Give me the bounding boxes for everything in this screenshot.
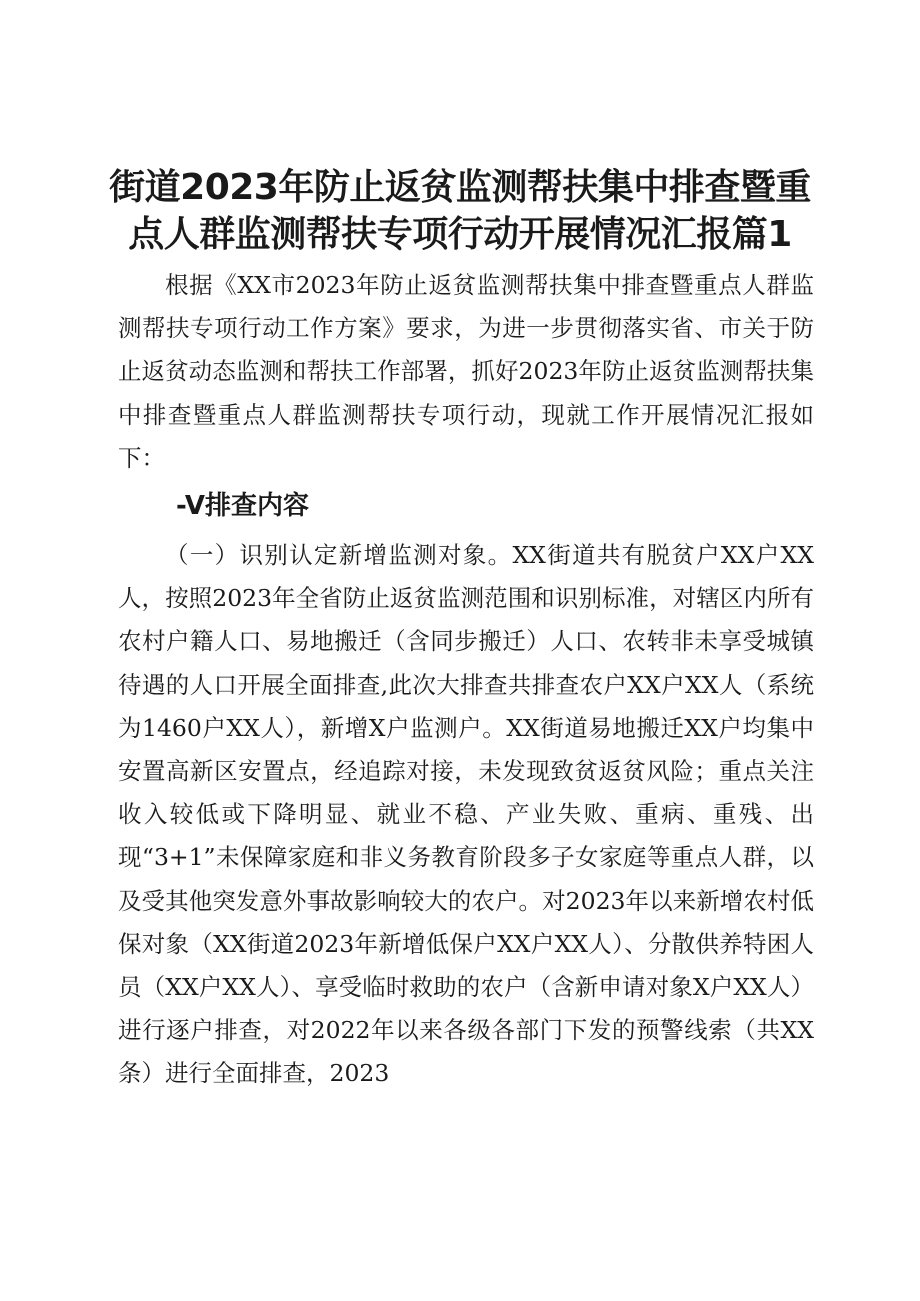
section-heading: -V排查内容 <box>176 491 310 521</box>
intro-paragraph: 根据《XX市2023年防止返贫监测帮扶集中排查暨重点人群监测帮扶专项行动工作方案》要求，为进一步贯彻落实省、市关于防止返贫动态监测和帮扶工作部署，抓好2023年防止返贫监测帮扶集中排查暨重点人群监测帮扶专项行动，现就工作开展情况汇报如下： <box>118 271 814 472</box>
document-title-line-2: 点人群监测帮扶专项行动开展情况汇报篇1 <box>128 214 792 255</box>
section-1-paragraph: （一）识别认定新增监测对象。XX街道共有脱贫户XX户XX人，按照2023年全省防止返贫监测范围和识别标准，对辖区内所有农村户籍人口、易地搬迁（含同步搬迁）人口、农转非未享受城镇待遇的人口开展全面排查,此次大排查共排查农户XX户XX人（系统为1460户XX人），新增X户监测户。XX街道易地搬迁XX户均集中安置高新区安置点，经追踪对接，未发现致贫返贫风险；重点关注收入较低或下降明显、就业不稳、产业失败、重病、重残、出现“3+1”未保障家庭和非义务教育阶段多子女家庭等重点人群，以及受其他突发意外事故影响较大的农户。对2023年以来新增农村低保对象（XX街道2023年新增低保户XX户XX人）、分散供养特困人员（XX户XX人）、享受临时救助的农户（含新申请对象X户XX人）进行逐户排查，对2022年以来各级各部门下发的预警线索（共XX条）进行全面排查，2023 <box>118 541 814 1088</box>
document-title-line-1: 街道2023年防止返贫监测帮扶集中排查暨重 <box>109 167 811 208</box>
